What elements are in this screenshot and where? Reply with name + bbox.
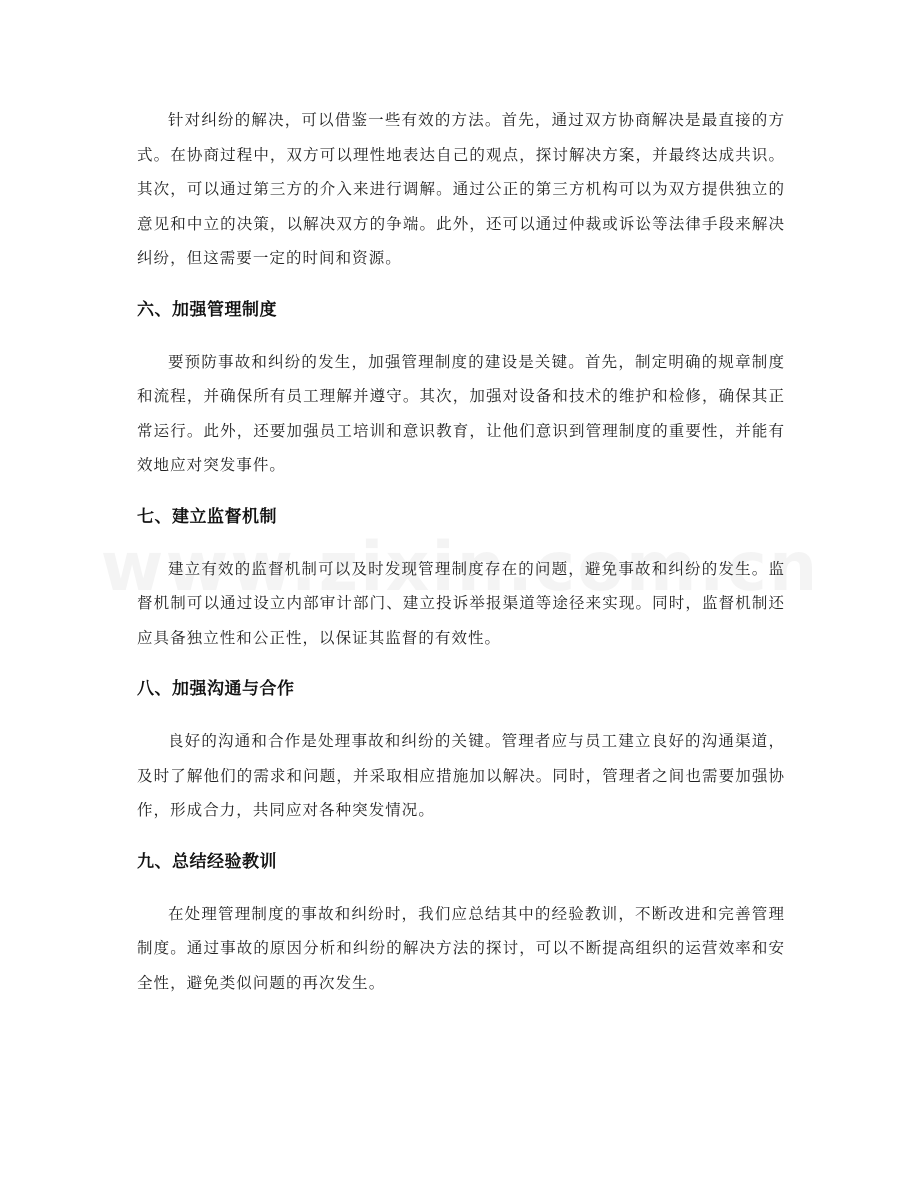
paragraph-strengthen-management: 要预防事故和纠纷的发生，加强管理制度的建设是关键。首先，制定明确的规章制度和流程，并确保所有员工理解并遵守。其次，加强对设备和技术的维护和检修，确保其正常运行。此外，还要加强员工培训和意识教育，让他们意识到管理制度的重要性，并能有效地应对突发事件。: [137, 352, 785, 474]
paragraph-communication-cooperation: 良好的沟通和合作是处理事故和纠纷的关键。管理者应与员工建立良好的沟通渠道，及时了解他们的需求和问题，并采取相应措施加以解决。同时，管理者之间也需要加强协作，形成合力，共同应对各种突发情况。: [137, 732, 785, 819]
document-body: [137, 103, 785, 1000]
paragraph-lessons-learned: 在处理管理制度的事故和纠纷时，我们应总结其中的经验教训，不断改进和完善管理制度。通过事故的原因分析和纠纷的解决方法的探讨，可以不断提高组织的运营效率和安全性，避免类似问题的再次发生。: [137, 904, 785, 992]
heading-strengthen-management: 六、加强管理制度: [137, 299, 277, 320]
paragraph-dispute-resolution: 针对纠纷的解决，可以借鉴一些有效的方法。首先，通过双方协商解决是最直接的方式。在协商过程中，双方可以理性地表达自己的观点，探讨解决方案，并最终达成共识。其次，可以通过第三方的介入来进行调解。通过公正的第三方机构可以为双方提供独立的意见和中立的决策，以解决双方的争端。此外，还可以通过仲裁或诉讼等法律手段来解决纠纷，但这需要一定的时间和资源。: [137, 111, 785, 267]
paragraph-supervision-mechanism: 建立有效的监督机制可以及时发现管理制度存在的问题，避免事故和纠纷的发生。监督机制可以通过设立内部审计部门、建立投诉举报渠道等途径来实现。同时，监督机制还应具备独立性和公正性，以保证其监督的有效性。: [137, 559, 785, 647]
heading-lessons-learned: 九、总结经验教训: [137, 851, 277, 872]
heading-communication-cooperation: 八、加强沟通与合作: [137, 679, 295, 699]
heading-supervision-mechanism: 七、建立监督机制: [137, 506, 277, 527]
